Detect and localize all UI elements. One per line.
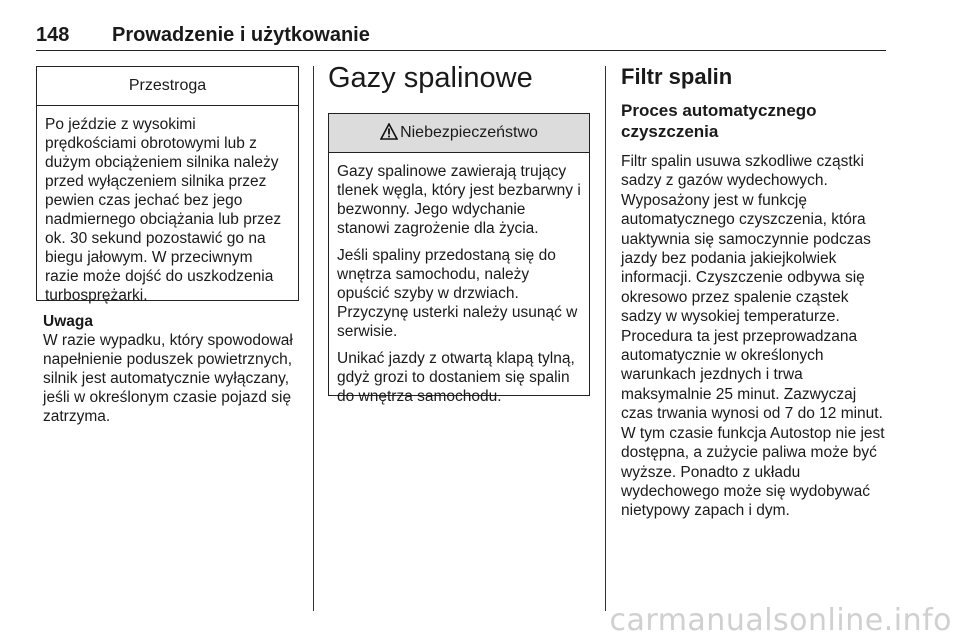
danger-box	[328, 113, 590, 405]
exhaust-heading: Gazy spalinowe	[328, 62, 533, 94]
filter-section	[621, 64, 891, 521]
filter-heading: Filtr spalin	[621, 64, 733, 89]
caution-text: Po jeździe z wysokimi prędkościami obrotowymi lub z dużym obciążeniem silnika należy przed wyłączeniem silnika przez pewien czas jechać bez jego nadmiernego obciążania lub przez ok. 30 sekund pozostawić go na biegu jałowym. W przeciwnym razie może dojść do uszkodzenia turbosprężarki.	[45, 116, 282, 304]
column-divider	[605, 66, 606, 611]
caution-title: Przestroga	[37, 67, 298, 106]
note-section	[43, 312, 305, 426]
filter-subheading: Proces automatycznego czyszczenia	[621, 101, 817, 141]
danger-paragraph: Jeśli spaliny przedostaną się do wnętrza samochodu, należy opuścić szyby w drzwiach. Przyczynę usterki należy usunąć w serwisie.	[337, 247, 578, 340]
danger-title-bar	[329, 114, 589, 153]
danger-title: Niebezpieczeństwo	[400, 124, 538, 141]
watermark: carmanualsonline.info	[609, 603, 952, 638]
note-title: Uwaga	[43, 313, 93, 330]
page-number: 148	[36, 24, 70, 46]
page-title: Prowadzenie i użytkowanie	[112, 24, 370, 46]
page-header	[36, 24, 886, 51]
filter-text: Filtr spalin usuwa szkodliwe cząstki sadzy z gazów wydechowych. Wyposażony jest w funkcję automatycznego czyszczenia, która uaktywnia się samoczynnie podczas jazdy bez podania jakiejkolwiek informacji. Czyszczenie odbywa się okresowo przez spalenie cząstek sadzy w wysokiej temperaturze. Procedura ta jest przeprowadzana automatycznie w określonych warunkach jezdnych i trwa maksymalnie 25 minut. Zazwyczaj czas trwania wynosi od 7 do 12 minut. W tym czasie funkcja Autostop nie jest dostępna, a zużycie paliwa może być wyższe. Ponadto z układu wydechowego może się wydobywać nietypowy zapach i dym.	[621, 153, 885, 520]
warning-triangle-icon	[380, 117, 398, 155]
danger-paragraph: Unikać jazdy z otwartą klapą tylną, gdyż grozi to dostaniem się spalin do wnętrza samochodu.	[337, 350, 575, 405]
caution-box	[36, 66, 299, 304]
danger-paragraph: Gazy spalinowe zawierają trujący tlenek węgla, który jest bezbarwny i bezwonny. Jego wdychanie stanowi zagrożenie dla życia.	[337, 163, 581, 237]
column-divider	[313, 66, 314, 611]
note-text: W razie wypadku, który spowodował napełnienie poduszek powietrznych, silnik jest automatycznie wyłączany, jeśli w określonym czasie pojazd się zatrzyma.	[43, 332, 293, 425]
